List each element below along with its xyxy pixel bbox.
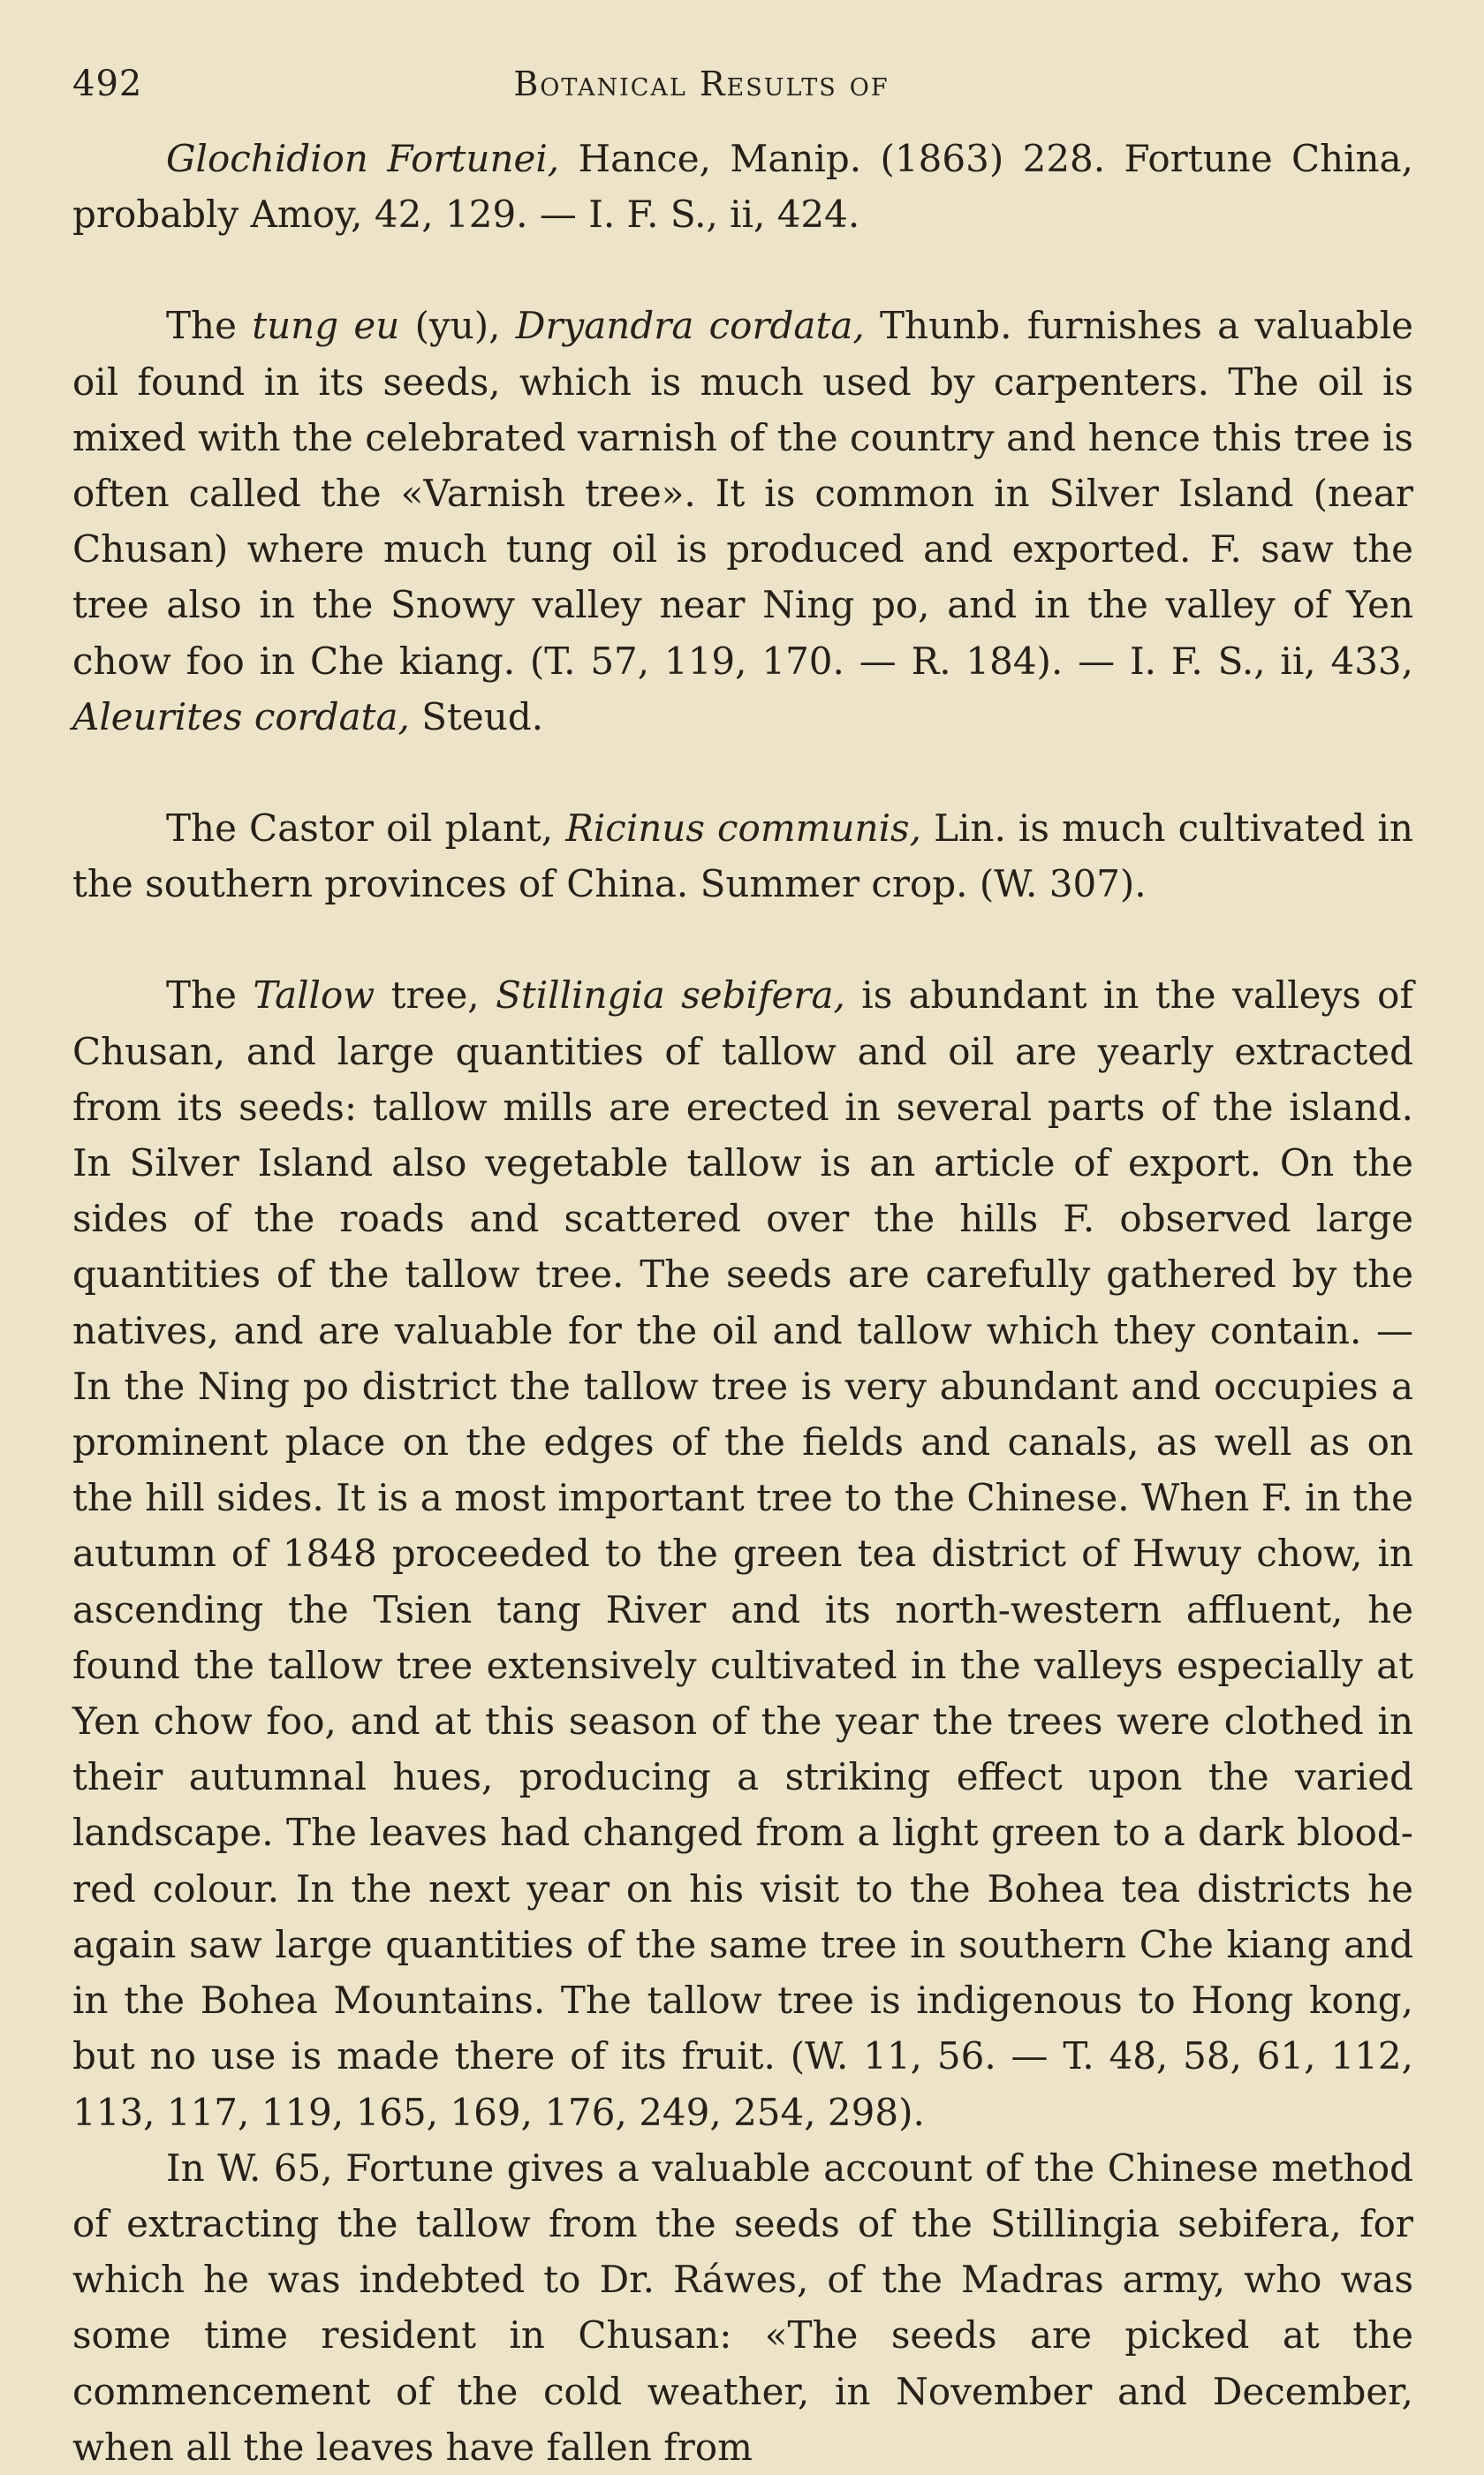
vernacular-name: tung eu bbox=[252, 304, 400, 348]
paragraph-dryandra bbox=[72, 298, 1413, 745]
species-name: Ricinus communis, bbox=[565, 806, 921, 851]
paragraph-text: Lin. is much cultivated in the southern provinces of China. Summer crop. (W. 307). bbox=[72, 806, 1413, 906]
paragraph-text: tree, bbox=[375, 973, 496, 1018]
paragraph-text: The bbox=[166, 304, 253, 348]
page-header bbox=[72, 64, 1413, 131]
page-number: 492 bbox=[72, 64, 143, 104]
species-name: Stillingia sebifera, bbox=[496, 973, 845, 1018]
species-name: Aleurites cordata, bbox=[72, 694, 410, 738]
paragraph-text: The Castor oil plant, bbox=[166, 806, 566, 851]
paragraph-text: In W. 65, Fortune gives a valuable account of the Chinese method of extracting the tallow from the seeds of the Stillingia sebifera, for which he was indebted to Dr. Ráwes, of the Madras army, who was some time resident in Chusan: «The seeds are picked at the commencement of the cold weather, in November and December, when all the leaves have fallen from bbox=[72, 2146, 1413, 2469]
common-name: Tallow bbox=[253, 973, 375, 1018]
species-name: Dryandra cordata, bbox=[515, 304, 865, 348]
paragraph-text: (yu), bbox=[399, 304, 516, 348]
paragraph-ricinus bbox=[72, 800, 1413, 912]
running-title: Botanical Results of bbox=[513, 64, 890, 103]
paragraph-text: The bbox=[166, 973, 254, 1018]
paragraph-text: Thunb. furnishes a valuable oil found in its seeds, which is much used by carpenters. The oil is mixed with the celebrated varnish of the country and hence this tree is often called the «Varnish tree». It is common in Silver Island (near Chusan) where much tung oil is produced and exported. F. saw the tree also in the Snowy valley near Ning po, and in the valley of Yen chow foo in Che kiang. (T. 57, 119, 170. — R. 184). — I. F. S., ii, 433, bbox=[72, 304, 1413, 683]
paragraph-text: Steud. bbox=[409, 694, 544, 738]
species-name: Glochidion Fortunei, bbox=[166, 137, 560, 180]
paragraph-glochidion bbox=[72, 131, 1413, 242]
paragraph-text: Hance, Manip. (1863) 228. Fortune China, probably Amoy, 42, 129. — I. F. S., ii, 424. bbox=[72, 137, 1413, 237]
paragraph-stillingia bbox=[72, 967, 1413, 2139]
paragraph-text: is abundant in the valleys of Chusan, and large quantities of tallow and oil are yearly extracted from its seeds: tallow mills are erected in several parts of the island. In Silver Island also vegetable tallow is an article of export. On the sides of the roads and scattered over the hills F. observed large quantities of the tallow tree. The seeds are carefully gathered by the natives, and are valuable for the oil and tallow which they contain. — In the Ning po district the tallow tree is very abundant and occupies a prominent place on the edges of the fields and canals, as well as on the hill sides. It is a most important tree to the Chinese. When F. in the autumn of 1848 proceeded to the green tea district of Hwuy chow, in ascending the Tsien tang River and its north-western affluent, he found the tallow tree extensively cultivated in the valleys especially at Yen chow foo, and at this season of the year the trees were clothed in their autumnal hues, producing a striking effect upon the varied landscape. The leaves had changed from a light green to a dark blood-red colour. In the next year on his visit to the Bohea tea districts he again saw large quantities of the same tree in southern Che kiang and in the Bohea Mountains. The tallow tree is indigenous to Hong kong, but no use is made there of its fruit. (W. 11, 56. — T. 48, 58, 61, 112, 113, 117, 119, 165, 169, 176, 249, 254, 298). bbox=[72, 973, 1413, 2134]
paragraph-fortune-account bbox=[72, 2140, 1413, 2475]
